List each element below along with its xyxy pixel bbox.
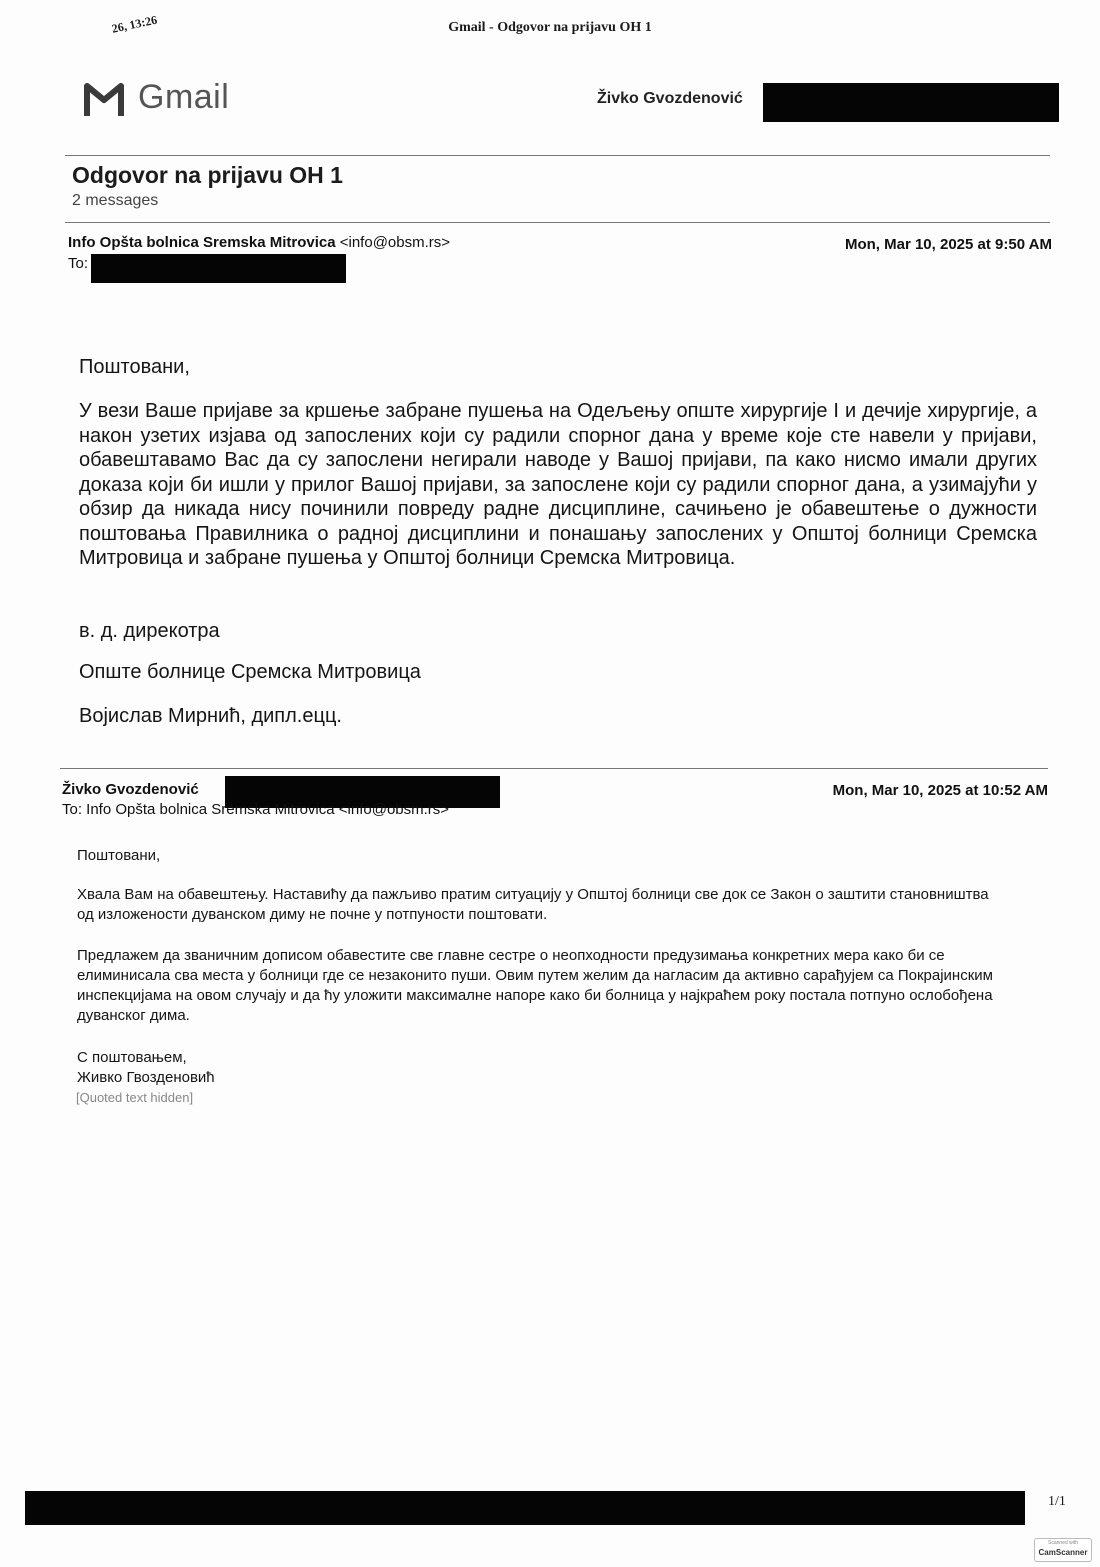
message2-date: Mon, Mar 10, 2025 at 10:52 AM [832, 782, 1048, 799]
redaction-bar [763, 83, 1059, 122]
camscanner-name: CamScanner [1038, 1548, 1088, 1557]
redaction-bar [25, 1491, 1025, 1525]
gmail-logo-icon [84, 80, 124, 118]
message1-greeting: Поштовани, [79, 356, 190, 378]
quoted-text-hidden-link[interactable]: [Quoted text hidden] [76, 1090, 194, 1105]
message2-sender [62, 781, 199, 798]
camscanner-caption: Scanned with [1047, 1540, 1079, 1546]
message1-sign-org: Опште болнице Сремска Митровица [79, 661, 421, 683]
message-count: 2 messages [72, 192, 159, 209]
message2-paragraph-1: Хвала Вам на обавештењу. Наставићу да пажљиво пратим ситуацију у Општој болници све док се Закон о заштити становништва од изложености дуванском диму не почне у потпуности поштовати. [77, 886, 989, 923]
message1-sign-title: в. д. дирекотра [79, 620, 220, 642]
message2-closing: С поштовањем, [77, 1049, 187, 1066]
message2-to-line: To: Info Opšta bolnica Sremska Mitrovica <info@obsm.rs> [62, 801, 450, 818]
message1-sender [68, 234, 450, 251]
message2-greeting: Поштовани, [77, 847, 161, 864]
message2-signature: Живко Гвозденовић [77, 1069, 215, 1086]
print-page-title: Gmail - Odgovor na prijavu OH 1 [448, 20, 652, 35]
thread-subject: Odgovor na prijavu OH 1 [72, 162, 343, 188]
message2-paragraph-2: Предлажем да званичним дописом обавестите све главне сестре о неопходности предузимања конкретних мера како би се елиминисала сва места у болници где се незаконито пуши. Овим путем желим да нагласим да активно сарађујем са Покрајинским инспекцијама на овом случају и да ћу уложити максималне напоре како би болница у најкраћем року постала потпуно ослобођена дуванског дима. [77, 947, 993, 1024]
gmail-wordmark: Gmail [138, 78, 230, 116]
camscanner-badge [1034, 1538, 1092, 1562]
message1-body: У вези Ваше пријаве за кршење забране пушења на Одељењу опште хирургије I и дечије хирургије, а након узетих изјава од запослених који су радили спорног дана у време које сте навели у пријави, обавештавамо Вас да су запослени негирали наводе у Вашој пријави, па како нисмо имали других доказа који би ишли у прилог Вашој пријави, за запослене који су радили спорног дана, а узимајући у обзир да никада нису починили повреду радне дисциплине, сачињено је обавештење о дужности поштовања Правилника о радној дисциплини и понашању запослених у Општој болници Сремска Митровица и забране пушења у Општој болници Сремска Митровица. [79, 400, 1037, 569]
print-timestamp: 26, 13:26 [110, 12, 159, 36]
sender-email: <info@obsm.rs> [339, 234, 451, 251]
message1-date: Mon, Mar 10, 2025 at 9:50 AM [844, 236, 1052, 253]
message1-sign-name: Војислав Мирнић, дипл.ецц. [79, 705, 342, 727]
redaction-bar [91, 254, 346, 283]
divider [60, 768, 1048, 769]
divider [65, 155, 1050, 156]
divider [65, 222, 1050, 223]
page-number: 1/1 [1048, 1494, 1066, 1509]
message1-to-label: To: [68, 255, 89, 272]
sender-name: Živko Gvozdenović [62, 781, 199, 798]
account-name: Živko Gvozdenović [597, 90, 743, 107]
sender-name: Info Opšta bolnica Sremska Mitrovica [68, 234, 336, 251]
